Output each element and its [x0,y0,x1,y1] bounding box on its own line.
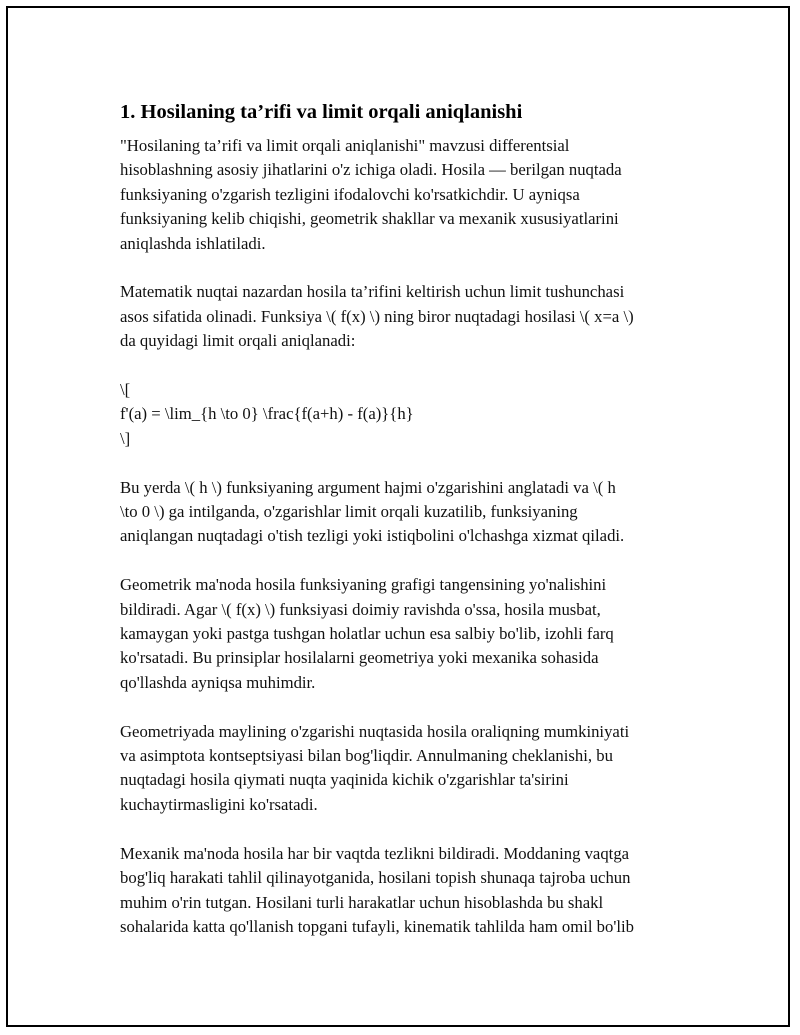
formula-line: \] [120,428,131,448]
text-line: sohalarida katta qo'llanish topgani tufayli, kinematik tahlilda ham omil bo'lib [120,916,634,936]
page-frame [6,6,790,1027]
formula-line: f'(a) = \lim_{h \to 0} \frac{f(a+h) - f(a)}{h} [120,404,414,424]
text-line: da quyidagi limit orqali aniqlanadi: [120,331,356,351]
text-line: funksiyaning kelib chiqishi, geometrik shakllar va mexanik xususiyatlarini [120,209,619,229]
text-line: va asimptota kontseptsiyasi bilan bog'liqdir. Annulmaning cheklanishi, bu [120,746,613,766]
text-line: Mexanik ma'noda hosila har bir vaqtda tezlikni bildiradi. Moddaning vaqtga [120,843,630,863]
text-line: aniqlangan nuqtadagi o'tish tezligi yoki istiqbolini o'lchashga xizmat qiladi. [120,526,625,546]
text-line: Geometriyada maylining o'zgarishi nuqtasida hosila oraliqning mumkiniyati [120,721,630,741]
text-line: funksiyaning o'zgarish tezligini ifodalovchi ko'rsatkichdir. U ayniqsa [120,184,580,204]
text-line: Matematik nuqtai nazardan hosila ta’rifini keltirish uchun limit tushunchasi [120,282,625,302]
text-line: hisoblashning asosiy jihatlarini o'z ichiga oladi. Hosila — berilgan nuqtada [120,160,622,180]
text-line: bildiradi. Agar \( f(x) \) funksiyasi doimiy ravishda o'ssa, hosila musbat, [120,599,601,619]
paragraph-intro [120,134,700,256]
paragraph-mechanical [120,842,700,940]
text-line: bog'liq harakati tahlil qilinayotganida, hosilani topish shunaqa tajroba uchun [120,868,631,888]
text-line: "Hosilaning ta’rifi va limit orqali aniqlanishi" mavzusi differentsial [120,136,570,155]
paragraph-definition [120,280,700,353]
text-line: kuchaytirmasligini ko'rsatadi. [120,794,318,814]
paragraph-explanation [120,476,700,549]
text-line: kamaygan yoki pastga tushgan holatlar uchun esa salbiy bo'lib, izohli farq [120,624,614,644]
text-line: asos sifatida olinadi. Funksiya \( f(x) \) ning biror nuqtadagi hosilasi \( x=a \) [120,306,634,326]
text-line: aniqlashda ishlatiladi. [120,233,266,253]
text-line: ko'rsatadi. Bu prinsiplar hosilalarni geometriya yoki mexanika sohasida [120,648,599,668]
formula-block [120,378,700,451]
paragraph-geometry [120,720,700,818]
text-line: Geometrik ma'noda hosila funksiyaning grafigi tangensining yo'nalishini [120,575,607,595]
text-line: nuqtadagi hosila qiymati nuqta yaqinida kichik o'zgarishlar ta'sirini [120,770,569,790]
document-body [120,100,700,964]
formula-line: \[ [120,380,131,400]
text-line: qo'llashda ayniqsa muhimdir. [120,672,316,692]
section-title: 1. Hosilaning ta’rifi va limit orqali aniqlanishi [120,101,523,123]
paragraph-geometric [120,573,700,695]
text-line: \to 0 \) ga intilganda, o'zgarishlar limit orqali kuzatilib, funksiyaning [120,502,578,522]
text-line: Bu yerda \( h \) funksiyaning argument hajmi o'zgarishini anglatadi va \( h [120,477,616,497]
text-line: muhim o'rin tutgan. Hosilani turli harakatlar uchun hisoblashda bu shakl [120,892,604,912]
